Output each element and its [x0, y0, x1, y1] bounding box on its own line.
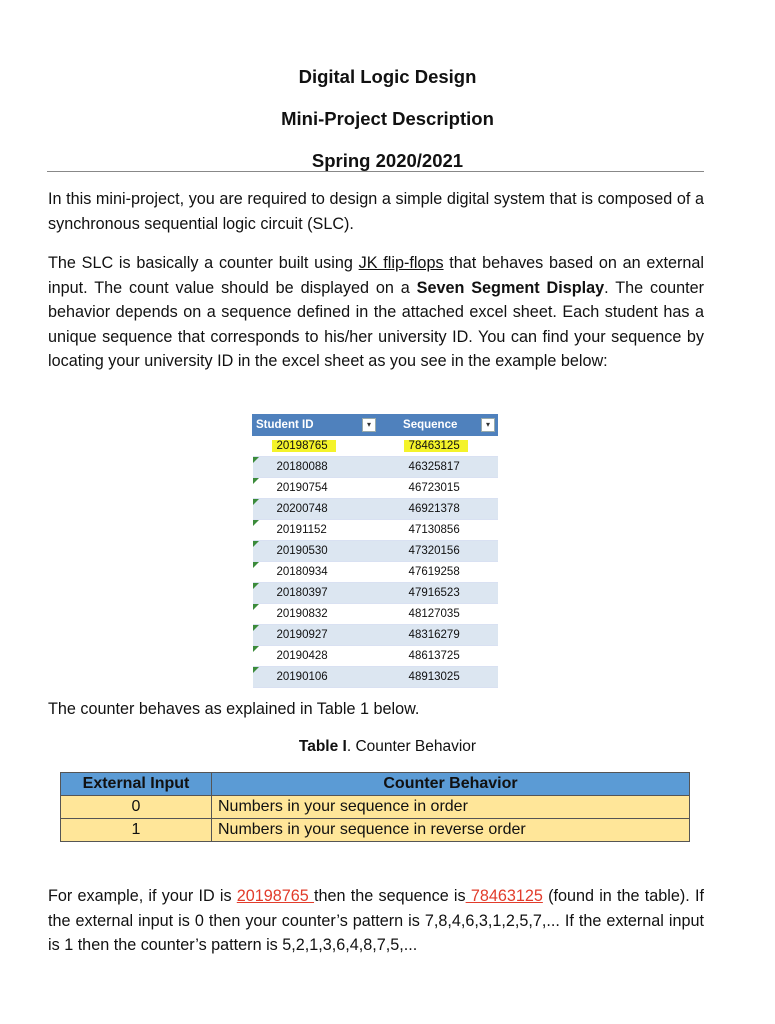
error-indicator-icon [253, 562, 259, 568]
table-row [253, 625, 498, 646]
table-row [61, 819, 690, 842]
excel-header-student-id: Student ID ▾ [253, 415, 379, 436]
slc-text-a: The SLC is basically a counter built using [48, 254, 359, 272]
sequence-cell: 47619258 [379, 562, 498, 583]
behavior-cell: Numbers in your sequence in order [212, 796, 690, 819]
sequence-cell: 48613725 [379, 646, 498, 667]
table-row [253, 436, 498, 457]
sequence-cell: 47916523 [379, 583, 498, 604]
student-id-cell: 20191152 [253, 520, 379, 541]
document-title-block [0, 62, 775, 188]
sequence-cell: 46921378 [379, 499, 498, 520]
example-id: 20198765 [236, 887, 315, 905]
slc-paragraph [48, 251, 704, 374]
student-id-cell: 20190754 [253, 478, 379, 499]
table-row [253, 667, 498, 688]
error-indicator-icon [253, 499, 259, 505]
student-id-cell: 20190106 [253, 667, 379, 688]
header-counter-behavior: Counter Behavior [212, 773, 690, 796]
seven-segment-term: Seven Segment Display [416, 278, 605, 297]
table-caption-label: Table I [298, 738, 347, 755]
student-id-cell: 20190832 [253, 604, 379, 625]
sequence-cell: 48127035 [379, 604, 498, 625]
sequence-cell: 48913025 [379, 667, 498, 688]
highlighted-id: 20198765 [272, 440, 336, 452]
highlighted-sequence: 78463125 [404, 440, 468, 452]
input-cell: 1 [61, 819, 212, 842]
header-external-input: External Input [61, 773, 212, 796]
example-sequence: 78463125 [465, 887, 543, 905]
jk-flip-flops-link[interactable]: JK flip-flops [358, 254, 444, 272]
student-id-cell: 20190428 [253, 646, 379, 667]
student-id-cell: 20190530 [253, 541, 379, 562]
example-text-b: then the sequence is [314, 887, 466, 905]
behavior-cell: Numbers in your sequence in reverse order [212, 819, 690, 842]
slc-text-c: . The counter behavior depends on a sequence defined in the attached excel sheet. Each student has a unique sequence that corresponds to his/her university ID. You can find your sequence by locating your university ID in the excel sheet as you see in the example below: [48, 278, 704, 371]
example-text-c: (found in the table). If the external input is 0 then your counter’s pattern is 7,8,4,6,3,1,2,5,7,... If the external input is 1 then the counter’s pattern is 5,2,1,3,6,4,8,7,5,... [48, 887, 704, 955]
table-row [253, 478, 498, 499]
filter-dropdown-icon[interactable]: ▾ [481, 418, 495, 432]
error-indicator-icon [253, 604, 259, 610]
error-indicator-icon [253, 457, 259, 463]
title-divider [47, 171, 704, 172]
slc-text-b: that behaves based on an external input. The count value should be displayed on a [48, 254, 704, 297]
course-title: Digital Logic Design [298, 66, 477, 87]
student-id-cell: 20190927 [253, 625, 379, 646]
table-caption-text: . Counter Behavior [346, 738, 477, 755]
student-id-cell [253, 436, 379, 457]
table-caption [0, 738, 775, 756]
student-id-cell: 20180088 [253, 457, 379, 478]
example-text-a: For example, if your ID is [48, 887, 237, 905]
table-row [253, 583, 498, 604]
table-row [253, 499, 498, 520]
table-row [61, 796, 690, 819]
table-row [253, 562, 498, 583]
excel-header-sequence: Sequence ▾ [379, 415, 498, 436]
excel-sequence-table [252, 414, 498, 688]
error-indicator-icon [253, 478, 259, 484]
intro-paragraph: In this mini-project, you are required to design a simple digital system that is composed of a synchronous sequential logic circuit (SLC). [48, 190, 704, 233]
student-id-cell: 20180934 [253, 562, 379, 583]
table-row [253, 604, 498, 625]
error-indicator-icon [253, 583, 259, 589]
error-indicator-icon [253, 625, 259, 631]
error-indicator-icon [253, 646, 259, 652]
table-intro-line: The counter behaves as explained in Table 1 below. [48, 700, 420, 718]
sequence-cell [379, 436, 498, 457]
document-title: Mini-Project Description [281, 108, 494, 129]
filter-dropdown-icon[interactable]: ▾ [362, 418, 376, 432]
error-indicator-icon [253, 541, 259, 547]
sequence-cell: 48316279 [379, 625, 498, 646]
table-row [253, 457, 498, 478]
counter-behavior-table [60, 772, 690, 842]
sequence-cell: 46325817 [379, 457, 498, 478]
table-row [253, 541, 498, 562]
input-cell: 0 [61, 796, 212, 819]
sequence-cell: 47130856 [379, 520, 498, 541]
semester-title: Spring 2020/2021 [311, 150, 464, 171]
student-id-cell: 20200748 [253, 499, 379, 520]
student-id-cell: 20180397 [253, 583, 379, 604]
error-indicator-icon [253, 667, 259, 673]
example-paragraph [48, 884, 704, 958]
sequence-cell: 46723015 [379, 478, 498, 499]
error-indicator-icon [253, 520, 259, 526]
table-row [253, 520, 498, 541]
table-row [253, 646, 498, 667]
sequence-cell: 47320156 [379, 541, 498, 562]
